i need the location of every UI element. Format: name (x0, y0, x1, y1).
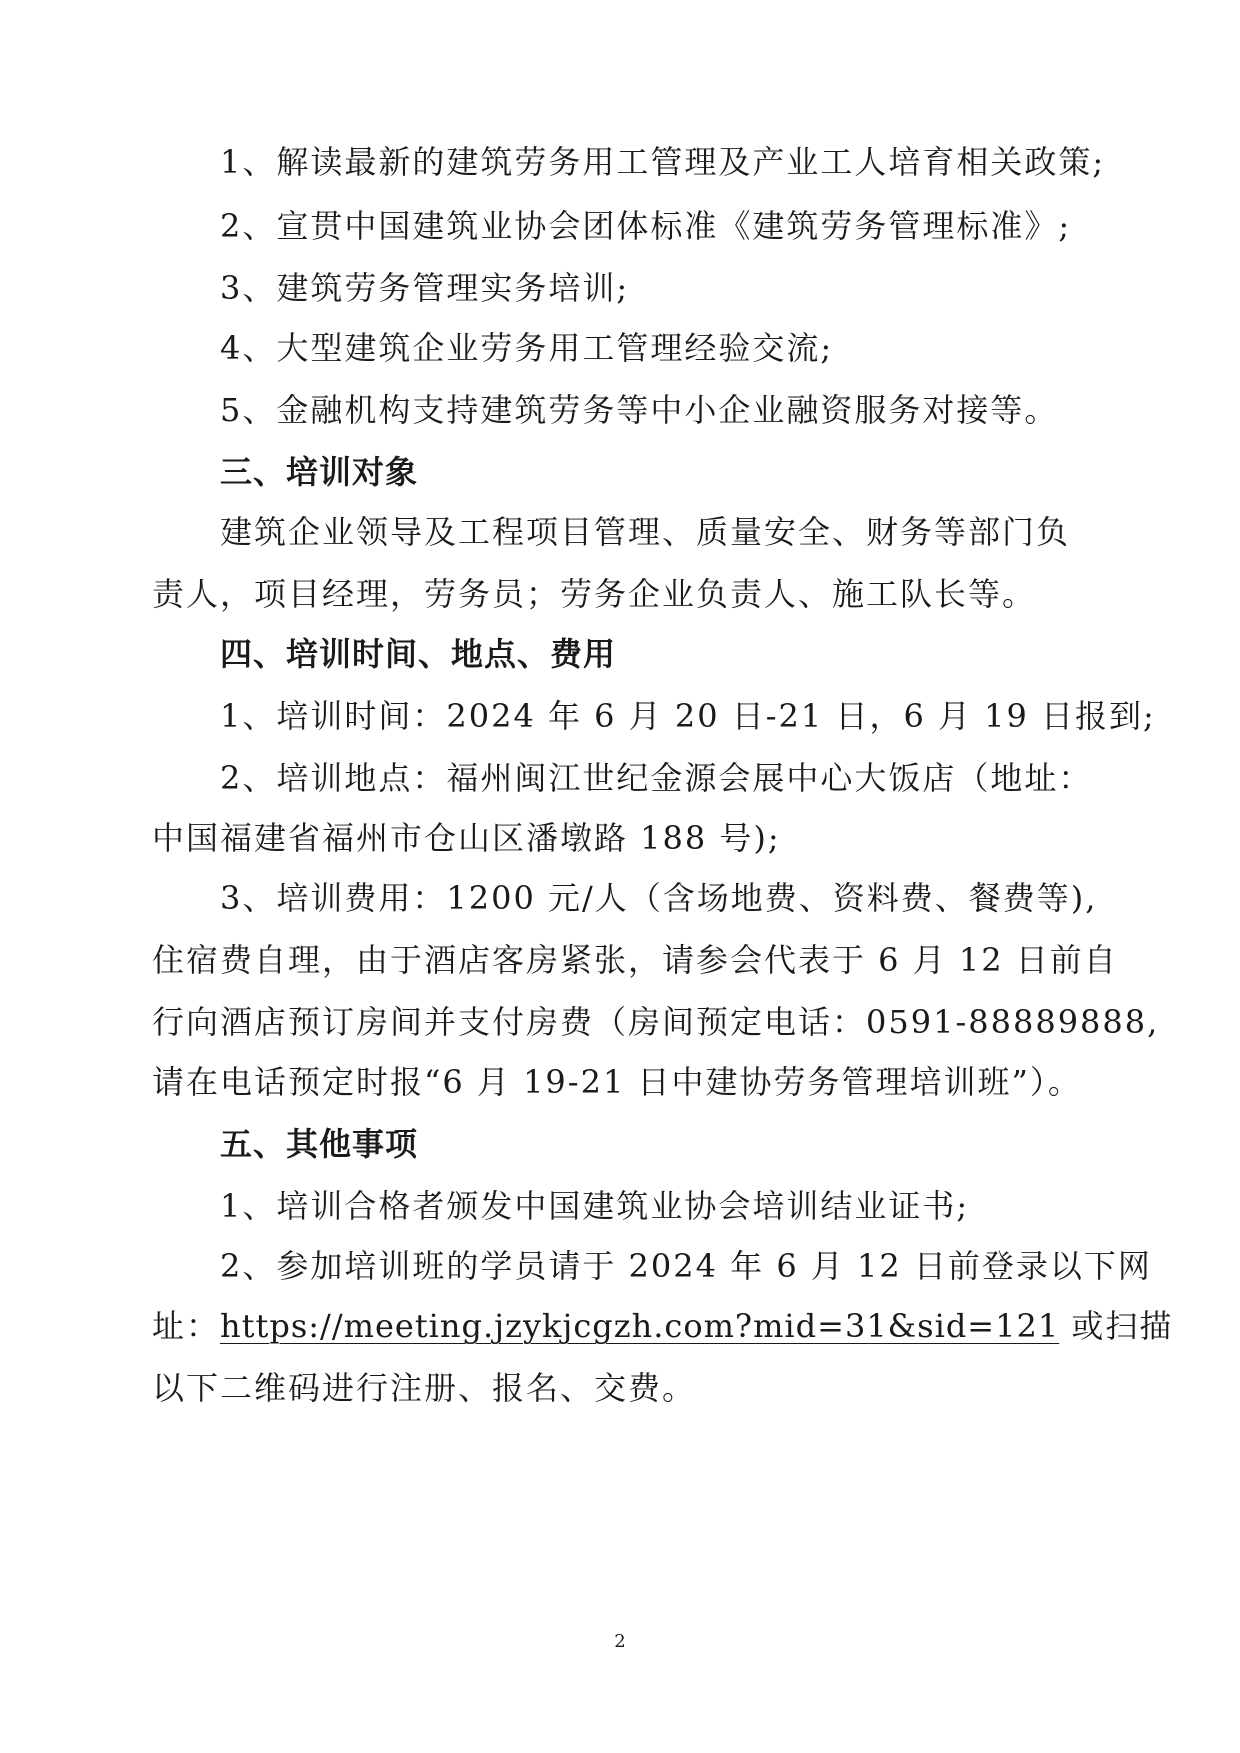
training-fee-line-2: 住宿费自理，由于酒店客房紧张，请参会代表于 6 月 12 日前自 (152, 941, 1118, 979)
training-place-line-2: 中国福建省福州市仓山区潘墩路 188 号); (152, 819, 781, 857)
training-fee-line-3: 行向酒店预订房间并支付房费（房间预定电话：0591-88889888, (152, 1003, 1160, 1041)
content-item-4: 4、大型建筑企业劳务用工管理经验交流; (220, 329, 834, 367)
target-text-line-2: 责人，项目经理，劳务员；劳务企业负责人、施工队长等。 (152, 575, 1037, 613)
section-heading-time-place-fee: 四、培训时间、地点、费用 (220, 635, 617, 673)
registration-url-link[interactable]: https://meeting.jzykjcgzh.com?mid=31&sid=121 (220, 1307, 1060, 1345)
content-item-1: 1、解读最新的建筑劳务用工管理及产业工人培育相关政策; (220, 143, 1106, 181)
target-text-line-1: 建筑企业领导及工程项目管理、质量安全、财务等部门负 (220, 513, 1071, 551)
content-item-3: 3、建筑劳务管理实务培训; (220, 269, 630, 307)
other-item-2-line-3: 以下二维码进行注册、报名、交费。 (152, 1369, 697, 1407)
other-item-2-line-1: 2、参加培训班的学员请于 2024 年 6 月 12 日前登录以下网 (220, 1247, 1152, 1285)
url-suffix: 或扫描 (1059, 1307, 1174, 1345)
section-heading-other: 五、其他事项 (220, 1125, 419, 1163)
training-fee-line-4: 请在电话预定时报“6 月 19-21 日中建协劳务管理培训班”）。 (152, 1063, 1082, 1101)
url-prefix: 址： (152, 1307, 221, 1345)
content-item-5: 5、金融机构支持建筑劳务等中小企业融资服务对接等。 (220, 391, 1059, 429)
training-place-line-1: 2、培训地点：福州闽江世纪金源会展中心大饭店（地址： (220, 759, 1093, 797)
other-item-1: 1、培训合格者颁发中国建筑业协会培训结业证书; (220, 1187, 970, 1225)
page-number: 2 (614, 1631, 626, 1652)
training-time: 1、培训时间：2024 年 6 月 20 日-21 日，6 月 19 日报到; (220, 697, 1156, 735)
training-fee-line-1: 3、培训费用：1200 元/人（含场地费、资料费、餐费等), (220, 879, 1098, 917)
section-heading-target: 三、培训对象 (220, 453, 419, 491)
content-item-2: 2、宣贯中国建筑业协会团体标准《建筑劳务管理标准》; (220, 207, 1072, 245)
other-item-2-line-2 (0, 1306, 1240, 1346)
